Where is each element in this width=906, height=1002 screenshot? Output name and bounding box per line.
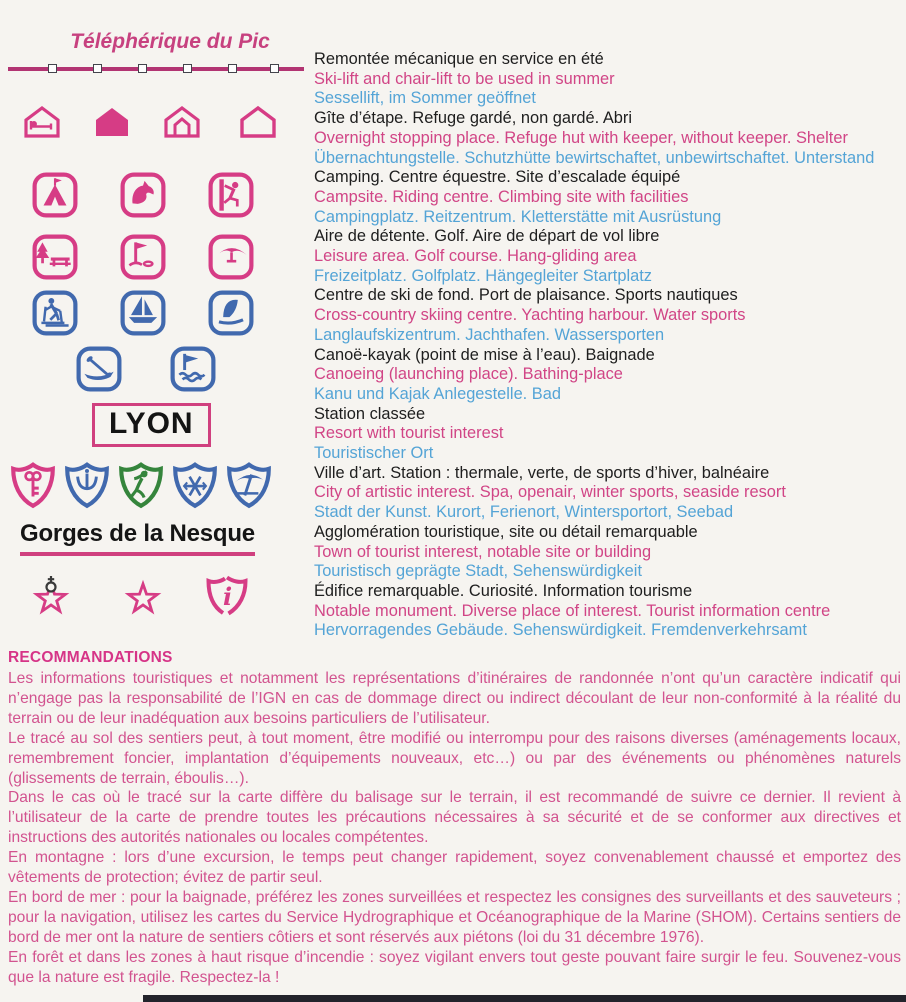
legend-line-fr: Remontée mécanique en service en été [314, 50, 604, 68]
tent-icon [32, 172, 78, 218]
legend-group-canoe [314, 346, 904, 405]
cable-pylon-icon [228, 64, 237, 73]
seaside-umbrella-icon [224, 460, 274, 510]
refuge-garde-icon [92, 105, 132, 139]
recommendations-title: RECOMMANDATIONS [8, 649, 173, 666]
recommendations-paragraph: En montagne : lors d’une excursion, le temps peut changer rapidement, soyez convenablement chaussé et emportez des vêtements de protection; évitez de partir seul. [8, 849, 901, 887]
cableway-name-label: Téléphérique du Pic [70, 30, 270, 53]
legend-line-de: Kanu und Kajak Anlegestelle. Bad [314, 384, 561, 403]
legend-line-de: Langlaufskizentrum. Jachthafen. Wassersporten [314, 325, 665, 344]
cable-pylon-icon [48, 64, 57, 73]
tourist-info-icon [202, 572, 252, 622]
cable-pylon-icon [93, 64, 102, 73]
legend-line-de: Touristischer Ort [314, 444, 434, 463]
legend-line-fr: Station classée [314, 404, 426, 423]
hang-glider-icon [208, 234, 254, 280]
legend-text-column [314, 50, 904, 641]
legend-line-de: Sessellift, im Sommer geöffnet [314, 89, 536, 108]
refuge-non-garde-icon [162, 105, 202, 139]
recommendations-section [8, 649, 901, 988]
svg-text:i: i [223, 582, 233, 611]
legend-line-de: Campingplatz. Reitzentrum. Kletterstätte mit Ausrüstung [314, 207, 722, 226]
cable-pylon-icon [138, 64, 147, 73]
legend-line-de: Hervorragendes Gebäude. Sehenswürdigkeit. Fremdenverkehrsamt [314, 621, 807, 640]
legend-group-city [314, 464, 904, 523]
abri-icon [238, 105, 278, 139]
legend-group-refuges [314, 109, 904, 168]
legend-group-resort [314, 405, 904, 464]
picnic-area-icon [32, 234, 78, 280]
recommendations-paragraph: Dans le cas où le tracé sur la carte diffère du balisage sur le terrain, il est recommandé de suivre ce dernier. Il revient à l’utilisateur de la carte de prendre toutes les précautions nécessaires à sa sécurité et de se conformer aux directives et instructions des autorités nationales ou locales compétentes. [8, 789, 901, 847]
winter-sports-snowflake-icon [170, 460, 220, 510]
legend-line-en: Overnight stopping place. Refuge hut with keeper, without keeper. Shelter [314, 128, 848, 147]
page-bottom-edge [143, 995, 906, 1002]
climbing-icon [208, 172, 254, 218]
canoe-kayak-icon [76, 346, 122, 392]
legend-line-de: Touristisch geprägte Stadt, Sehenswürdigkeit [314, 562, 642, 581]
legend-line-en: Canoeing (launching place). Bathing-place [314, 365, 623, 384]
horse-riding-icon [120, 172, 166, 218]
legend-line-de: Freizeitplatz. Golfplatz. Hängegleiter Startplatz [314, 266, 652, 285]
legend-group-leisure [314, 227, 904, 286]
legend-line-en: Resort with tourist interest [314, 424, 504, 443]
legend-line-fr: Ville d’art. Station : thermale, verte, de sports d’hiver, balnéaire [314, 463, 770, 482]
notable-site-name-label: Gorges de la Nesque [20, 520, 255, 556]
bathing-icon [170, 346, 216, 392]
recommendations-paragraph: Le tracé au sol des sentiers peut, à tout moment, être modifié ou interrompu pour des raisons diverses (aménagements locaux, remembrement foncier, implantation d’équipements nouveaux, etc…) ou par des événements ou phénomènes naturels (glissements de terrain, éboulis…). [8, 729, 901, 787]
legend-line-en: City of artistic interest. Spa, openair, winter sports, seaside resort [314, 483, 786, 502]
legend-group-agglomeration [314, 523, 904, 582]
recommendations-paragraph: Les informations touristiques et notamment les représentations d’itinéraires de randonnée n’ont qu’un caractère indicatif qui n’engage pas la responsabilité de l’IGN en cas de dommage direct ou indirect découlant de leur non-conformité à la réalité du terrain ou de leur inadéquation aux besoins particuliers de l’utilisateur. [8, 670, 901, 727]
cable-pylon-icon [183, 64, 192, 73]
legend-group-ski-harbour [314, 286, 904, 345]
cable-car-line [8, 63, 304, 75]
monument-star-icon [26, 572, 76, 622]
legend-line-en: Cross-country skiing centre. Yachting harbour. Water sports [314, 306, 746, 325]
curiosity-star-icon [118, 572, 168, 622]
legend-line-en: Campsite. Riding centre. Climbing site with facilities [314, 187, 689, 206]
legend-line-en: Town of tourist interest, notable site or building [314, 542, 652, 561]
legend-group-monument [314, 582, 904, 641]
windsurf-icon [208, 290, 254, 336]
cable-pylon-icon [270, 64, 279, 73]
legend-line-fr: Gîte d’étape. Refuge gardé, non gardé. Abri [314, 109, 633, 128]
legend-group-camping [314, 168, 904, 227]
legend-line-fr: Canoë-kayak (point de mise à l’eau). Baignade [314, 345, 655, 364]
legend-line-fr: Agglomération touristique, site ou détail remarquable [314, 522, 698, 541]
spa-icon [62, 460, 112, 510]
sailboat-icon [120, 290, 166, 336]
art-city-key-icon [8, 460, 58, 510]
legend-line-fr: Centre de ski de fond. Port de plaisance. Sports nautiques [314, 286, 738, 305]
legend-line-en: Ski-lift and chair-lift to be used in summer [314, 69, 615, 88]
classified-resort-town-label: LYON [92, 403, 211, 447]
legend-line-fr: Camping. Centre équestre. Site d’escalade équipé [314, 168, 681, 187]
recommendations-paragraph: En forêt et dans les zones à haut risque d’incendie : soyez vigilant envers tout geste pouvant faire surgir le feu. Souvenez-vous que la nature est fragile. Respectez-la ! [8, 948, 901, 986]
legend-line-fr: Aire de détente. Golf. Aire de départ de vol libre [314, 227, 660, 246]
legend-line-en: Leisure area. Golf course. Hang-gliding area [314, 247, 637, 266]
cross-country-ski-icon [32, 290, 78, 336]
golf-icon [120, 234, 166, 280]
gite-etape-bed-icon [22, 105, 62, 139]
green-resort-icon [116, 460, 166, 510]
recommendations-paragraph: En bord de mer : pour la baignade, préférez les zones surveillées et respectez les consignes des surveillants et des sauveteurs ; pour la navigation, utilisez les cartes du Service Hydrographique et Océanographique de la Marine (SHOM). Certains sentiers de bord de mer ont la nature de sentiers côtiers et sont réservés aux piétons (loi du 31 décembre 1976). [8, 888, 901, 946]
legend-line-fr: Édifice remarquable. Curiosité. Information tourisme [314, 581, 693, 600]
legend-line-de: Stadt der Kunst. Kurort, Ferienort, Wintersportort, Seebad [314, 503, 734, 522]
legend-line-en: Notable monument. Diverse place of interest. Tourist information centre [314, 601, 831, 620]
legend-line-de: Übernachtungstelle. Schutzhütte bewirtschaftet, unbewirtschaftet. Unterstand [314, 148, 875, 167]
legend-group-cableway [314, 50, 904, 109]
